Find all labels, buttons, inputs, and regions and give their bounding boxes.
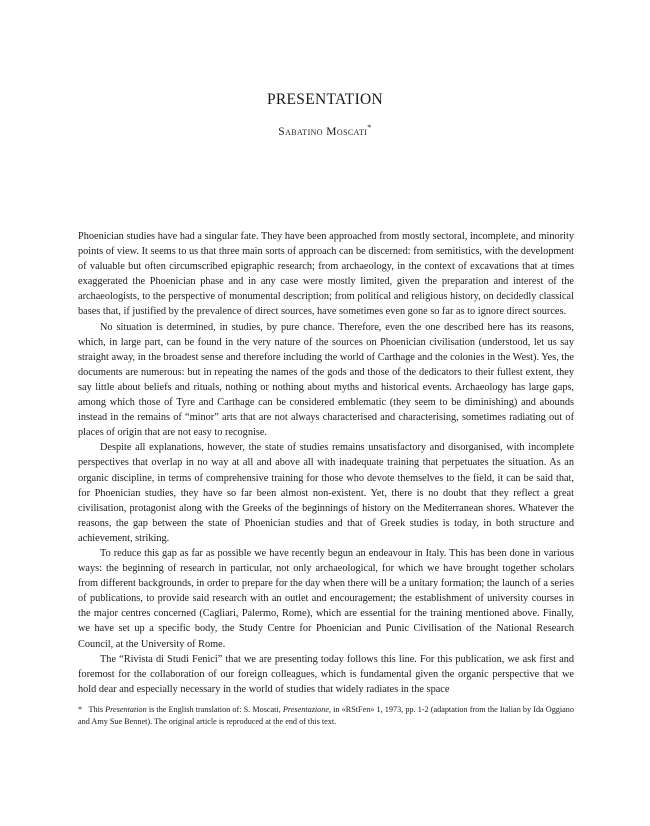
footnote-mid: is the English translation of: S. Moscati, (146, 705, 283, 714)
author-footnote-mark: * (367, 123, 372, 132)
paragraph-1: Phoenician studies have had a singular fate. They have been approached from mostly sectoral, incomplete, and minority points of view. It seems to us that three main sorts of approach can be discerned: from semitistics, with the development of valuable but often circumscribed epigraphic research; from archaeology, in the context of excavations that at times exaggerated the Phoenician phase and in any case were mostly limited, given the preparation and interest of the archaeologists, to the perspective of monumental description; from political and religious history, on decidedly classical bases that, if justified by the prevalence of direct sources, have sometimes even gone so far as to ignore direct sources. (78, 231, 574, 318)
paragraph-3: Despite all explanations, however, the state of studies remains unsatisfactory and disorganised, with incomplete perspectives that overlap in no way at all and above all with inadequate training that perpetuates the situation. As an organic discipline, in terms of comprehensive training for those who devote themselves to the field, it can be said that, for Phoenician studies, they have so far been almost non-existent. Yet, there is no doubt that they reflect a great civilisation, protagonist along with the Greeks of the beginnings of history on the Mediterranean shores. Whatever the reasons, the gap between the state of Phoenician studies and that of Greek studies is today, in both structure and achievement, striking. (78, 442, 574, 544)
footnote-original-title: Presentazione, (282, 705, 332, 714)
page-title: PRESENTATION (266, 91, 384, 108)
footnote (78, 704, 574, 728)
footnote-prefix: This (88, 705, 106, 714)
body-text (78, 229, 574, 697)
author-line (0, 123, 650, 138)
footnote-title: Presentation (105, 705, 147, 714)
footnote-mark: * (78, 705, 83, 714)
paragraph-5: The “Rivista di Studi Fenici” that we are presenting today follows this line. For this publication, we ask first and foremost for the collaboration of our foreign colleagues, which is fundamental given the organic perspective that we hold dear and especially necessary in the world of studies that widely radiates in the space (78, 653, 574, 695)
paragraph-2: No situation is determined, in studies, by pure chance. Therefore, even the one described here has its reasons, which, in large part, can be found in the very nature of the sources on Phoenician civilisation (understood, let us say straight away, in the broadest sense and therefore including the world of Carthage and the colonies in the West). Yes, the documents are numerous: but in repeating the names of the gods and those of the dedicators to their fullest extent, they say little about beliefs and rituals, nothing or nothing about myths and historical events. Archaeology has large gaps, among which those of Tyre and Carthage can be considered emblematic (they seem to be diminishing) and abounds instead in the remains of “minor” arts that are not always characterised and characterising, sometimes radiating out of places of origin that are not easy to recognise. (78, 321, 574, 439)
paragraph-4: To reduce this gap as far as possible we have recently begun an endeavour in Italy. This has been done in various ways: the beginning of research in particular, not only archaeological, for which we have brought together scholars from different backgrounds, in order to prepare for the day when there will be a unitary formation; the launch of a series of publications, to provide said research with an outlet and encouragement; the establishment of university courses in the major centres concerned (Cagliari, Palermo, Rome), which are essential for the training mentioned above. Finally, we have set up a specific body, the Study Centre for Phoenician and Punic Civilisation of the National Research Council, at the University of Rome. (78, 547, 574, 650)
author-name: Sabatino Moscati (278, 125, 368, 138)
footnote-rest: in «RStFen» 1, 1973, pp. 1-2 (adaptation from the Italian by Ida Oggiano and Amy Sue Bennet). The original article is reproduced at the end of this text. (78, 705, 574, 726)
